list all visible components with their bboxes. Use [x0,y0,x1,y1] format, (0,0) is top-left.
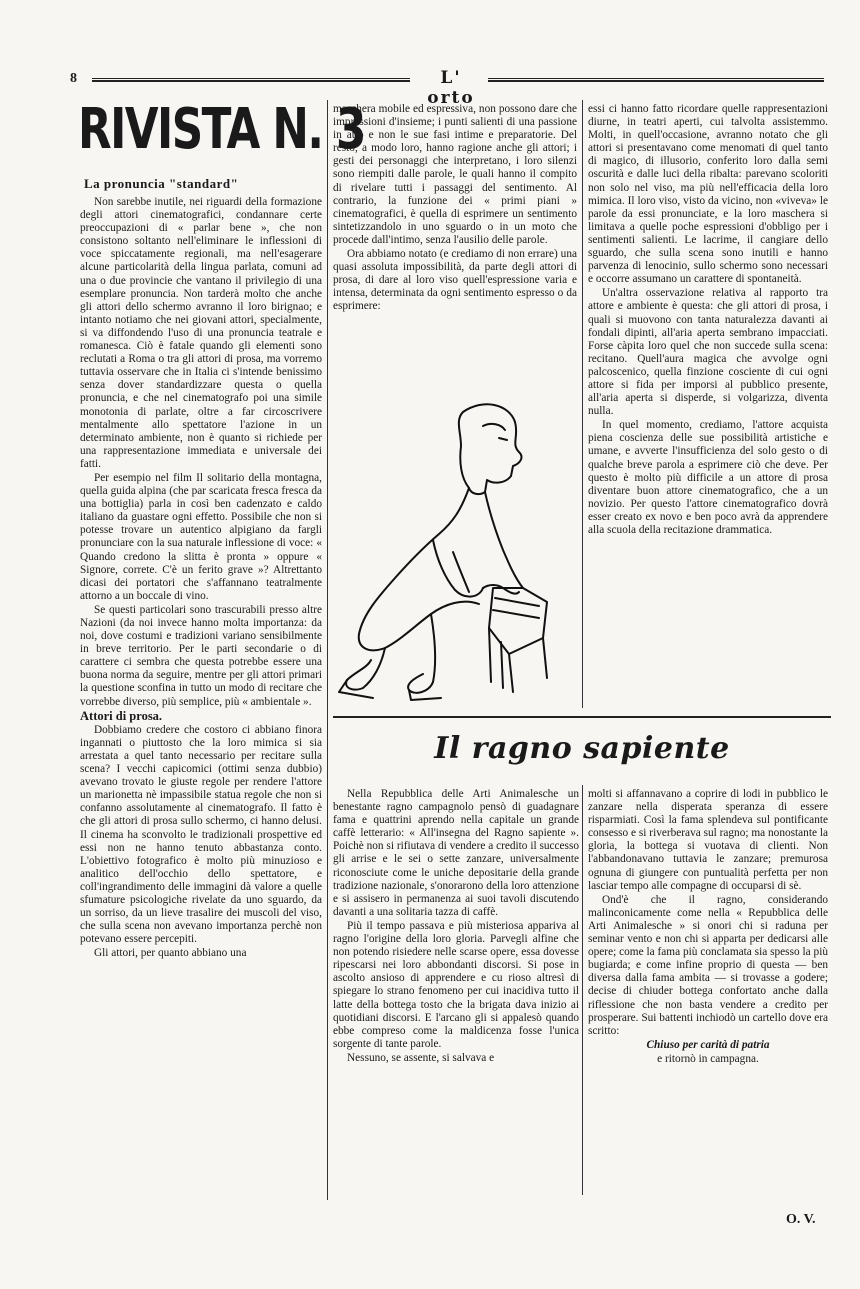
paragraph: Dobbiamo credere che costoro ci abbiano finora ingannati o piuttosto che la loro mimica si sia arrestata a quel tanto necessario per recitare sulla scena? I vecchi capicomici (ottimi senza dubbio) avevano trovato le giuste regole per rendere l'attore un marionetta nè impassibile statua regole che non si confanno assolutamente al cinematografo. Il fatto è che gli attori di prosa sullo schermo, ci hanno delusi. Il cinema ha sconvolto le tradizionali prospettive ed essi non ne hanno tenuto abbastanza conto. L'obiettivo fotografico è molto più minuzioso e analitico dell'occhio dello spettatore, e coll'ingrandimento delle immagini dà valore a quelle sfumature psicologiche rivelate da uno sguardo, da un sorriso, da un lieve trasalire dei muscoli del viso, che sulla scena non avevano importanza perchè non potevano essere percepiti. [80,723,322,946]
paragraph: essi ci hanno fatto ricordare quelle rappresentazioni diurne, in teatri aperti, cui talvolta assistemmo. Molti, in quell'occasione, avranno notato che gli attori si presentavano come menomati di quel tanto di magico, di illusorio, conferito loro dalla semi oscurità e dalle luci della ribalta: parevano scoloriti non solo nel viso, ma più nell'efficacia della loro mimica. Il loro viso, visto da vicino, non «viveva» le parole da essi pronunciate, e la loro maschera si limitava a quelle poche espressioni d'obbligo per i sentimenti salienti. Le lacrime, il cangiare dello sguardo, che sulla scena sono inutili e hanno parvenza di lenocinio, sullo schermo sono necessari e occorre assumano un carattere di spontaneità. [588,103,828,286]
body-outline [359,488,479,650]
masthead-title: L' orto [427,68,475,108]
section-heading: Attori di prosa. [80,708,163,723]
head-outline [459,404,522,494]
actor-caricature-illustration [333,392,577,704]
column-rule-1 [327,100,328,1200]
article-column-2 [333,103,577,315]
article-subhead: La pronuncia "standard" [84,176,239,191]
paragraph: Se questi particolari sono trascurabili presso altre Nazioni (da noi invece hanno molta importanza: da noi, dove costumi e tradizioni variano sensibilmente in breve territorio. Per le parti secondarie o di carattere ci sembra che questa potrebbe essere una buona norma da seguire, mentre per gli attori primari la questione sconfina in tutto un modo di recitare che vorrebbe diverso, più semplice, più « ambientale ». [80,603,322,708]
page-number: 8 [70,71,77,86]
closing-line: e ritornò in campagna. [657,1052,759,1065]
closing-sign: Chiuso per carità di patria [646,1038,770,1051]
article-2-column-2 [588,788,828,1067]
paragraph: Ora abbiamo notato (e crediamo di non errare) una quasi assoluta impossibilità, da parte degli attori di prosa, di dare al loro viso quell'espressione varia e intensa, determinata da ogni sentimento espresso o da esprimere: [333,248,577,313]
paragraph: Ond'è che il ragno, considerando malinconicamente come nella « Repubblica delle Arti Animalesche » si onori chi si raduna per seminar vento e non chi si apparta per dedicarsi alle opere; come la fama più conclamata sia spesso la più bugiarda; e come infine proprio di questa — ben diversa dalla fama ambita — si trovasse a godere; decise di chiuder bottega confortato anche dalla riflessione che non basta vendere a credito per prosperare. Sui battenti inchiodò un cartello dove era scritto: [588,893,828,1037]
author-signature: O. V. [786,1212,816,1227]
paragraph: Gli attori, per quanto abbiano una [94,947,247,960]
column-rule-2 [582,100,583,708]
paragraph: Un'altra osservazione relativa al rapporto tra attore e ambiente è questa: che gli attori di prosa, i quali si muovono con tanta naturalezza davanti ai fondali dipinti, all'aria aperta sembrano impacciati. Forse càpita loro quel che non succede sulla scena: recitano. Quell'aura magica che avvolge ogni palcoscenico, quella finzione cosciente di cui ogni attore si fida per imporsi al pubblico presente, all'aria aperta si disperde, si volgarizza, diventa nulla. [588,287,828,418]
column-rule-3 [582,785,583,1195]
paragraph: Più il tempo passava e più misteriosa appariva al ragno l'origine della loro gloria. Parvegli alfine che non potendo risiedere nelle scarse opere, essa dovesse ripescarsi nei loro abbondanti discorsi. Si pose in ascolto ansioso di apprendere e cu rioso altresì di spiegare lo strano fenomeno per cui inacidiva tutto il latte della bottega tosto che la brigata dava inizio ai quotidiani discorsi. E l'arcano gli si appalesò quando ebbe compreso come la maldicenza fosse l'unica sorgente di tante parole. [333,919,579,1050]
paragraph: molti si affannavano a coprire di lodi in pubblico le zanzare nella disperata speranza di essere risparmiati. Così la fama splendeva sul pontificante consesso e si riverberava sul ragno; ma nonostante la gloria, la bottega si vuotava di clienti. Non l'abbandonavano tuttavia le zanzare; premurosa ognuna di giungere con puntualità perfetta per non lasciar tempo alle compagne di occuparsi di sè. [588,788,828,892]
paragraph: In quel momento, crediamo, l'attore acquista piena coscienza delle sue possibilità artistiche e umane, e avverte l'insufficienza del solo gesto o di qualche breve parola a esprimere ciò che deve. Per questo è molto più difficile a un attore di prosa diventare buon attore cinematografico, che a un novizio. Per questo l'attore cinematografico dovrà esser creato ex novo e ben poco avrà da apprendere alla scuola della recitazione drammatica. [588,419,828,536]
legs-outline [346,648,385,690]
paragraph: maschera mobile ed espressiva, non possono dare che impressioni d'insieme; i punti salienti di una passione in atto e non le sue fasi intime e preparatorie. Del resto, a modo loro, hanno ragione anche gli attori; i gesti dei personaggi che interpretano, i loro silenzi sono riempiti dalle parole, le quali hanno il compito di rivelare tutti i passaggi del sentimento. Al contrario, la funzione dei « primi piani » cinematografici, è quella di esprimere un sentimento sintetizzandolo in uno sguardo o in un moto che procede dall'intimo, senza l'ausilio delle parole. [333,103,577,246]
article-2-column-1 [333,788,579,1066]
paragraph: Non sarebbe inutile, nei riguardi della formazione degli attori cinematografici, condannare certe preoccupazioni di « parlar bene », che non consistono soltanto nell'eliminare le inflessioni di voce spiccatamente regionali, ma nell'esagerare alcune particolarità della lingua parlata, comuni ad una o due provincie che vantano il privilegio di una esemplare pronuncia. Non tarderà molto che anche gli attori dello schermo avranno il loro birignao; e intanto notiamo che nei giovani attori, specialmente, si va diffondendo l'uso di una pronuncia teatrale e romanesca. Ciò è fatale quando gli elementi sono reclutati a Roma o tra gli attori di prosa, ma vorremo tuttavia osservare che in Italia ci s'intende benissimo senza dover standardizzare questa o quella pronuncia, e che nel cinematografo poi una simile monotonia di parlate, oltre a far circoscrivere mentalmente allo spettatore l'azione in un determinato ambiente, non è quanto si richiede per una rappresentazione immediata e universale dei fatti. [80,196,322,470]
paragraph: Per esempio nel film Il solitario della montagna, quella guida alpina (che par scaricata fresca fresca da una bottiglia) parla in così ben cadenzato e caldo italiano da guastare ogni effetto. Possibile che non si potesse trovare un autentico alpigiano da fargli pronunciare con la sua naturale inflessione di voce: « Quando credono la slitta è pronta » oppure « Signore, correte. C'è un ferito grave »? Altrettanto dicasi dei portatori che s'affannano teatralmente attorno a un boccale di vino. [80,471,322,602]
paragraph: Nella Repubblica delle Arti Animalesche un benestante ragno campagnolo pensò di guadagnare fama e quattrini aprendo nella capitale un grande caffè letterario: « All'insegna del Ragno sapiente ». Poichè non si rifiutava di vendere a credito il successo gli arrise e le sei o sette zanzare, universalmente riconosciute come le uniche depositarie della grande tradizione nazionale, s'onorarono della loro attenzione e si assisero in permanenza ai suoi tavoli discutendo davanti a una solitaria tazza di caffè. [333,788,579,918]
section-divider [333,716,831,718]
article-column-3 [588,103,828,538]
article-column-1 [80,196,322,961]
article-title: RIVISTA N. 3 [78,97,365,162]
article-2-title: Il ragno sapiente [434,731,730,766]
header-rule-right [488,78,824,82]
paragraph: Nessuno, se assente, si salvava e [347,1051,495,1064]
header-rule-left [92,78,410,82]
